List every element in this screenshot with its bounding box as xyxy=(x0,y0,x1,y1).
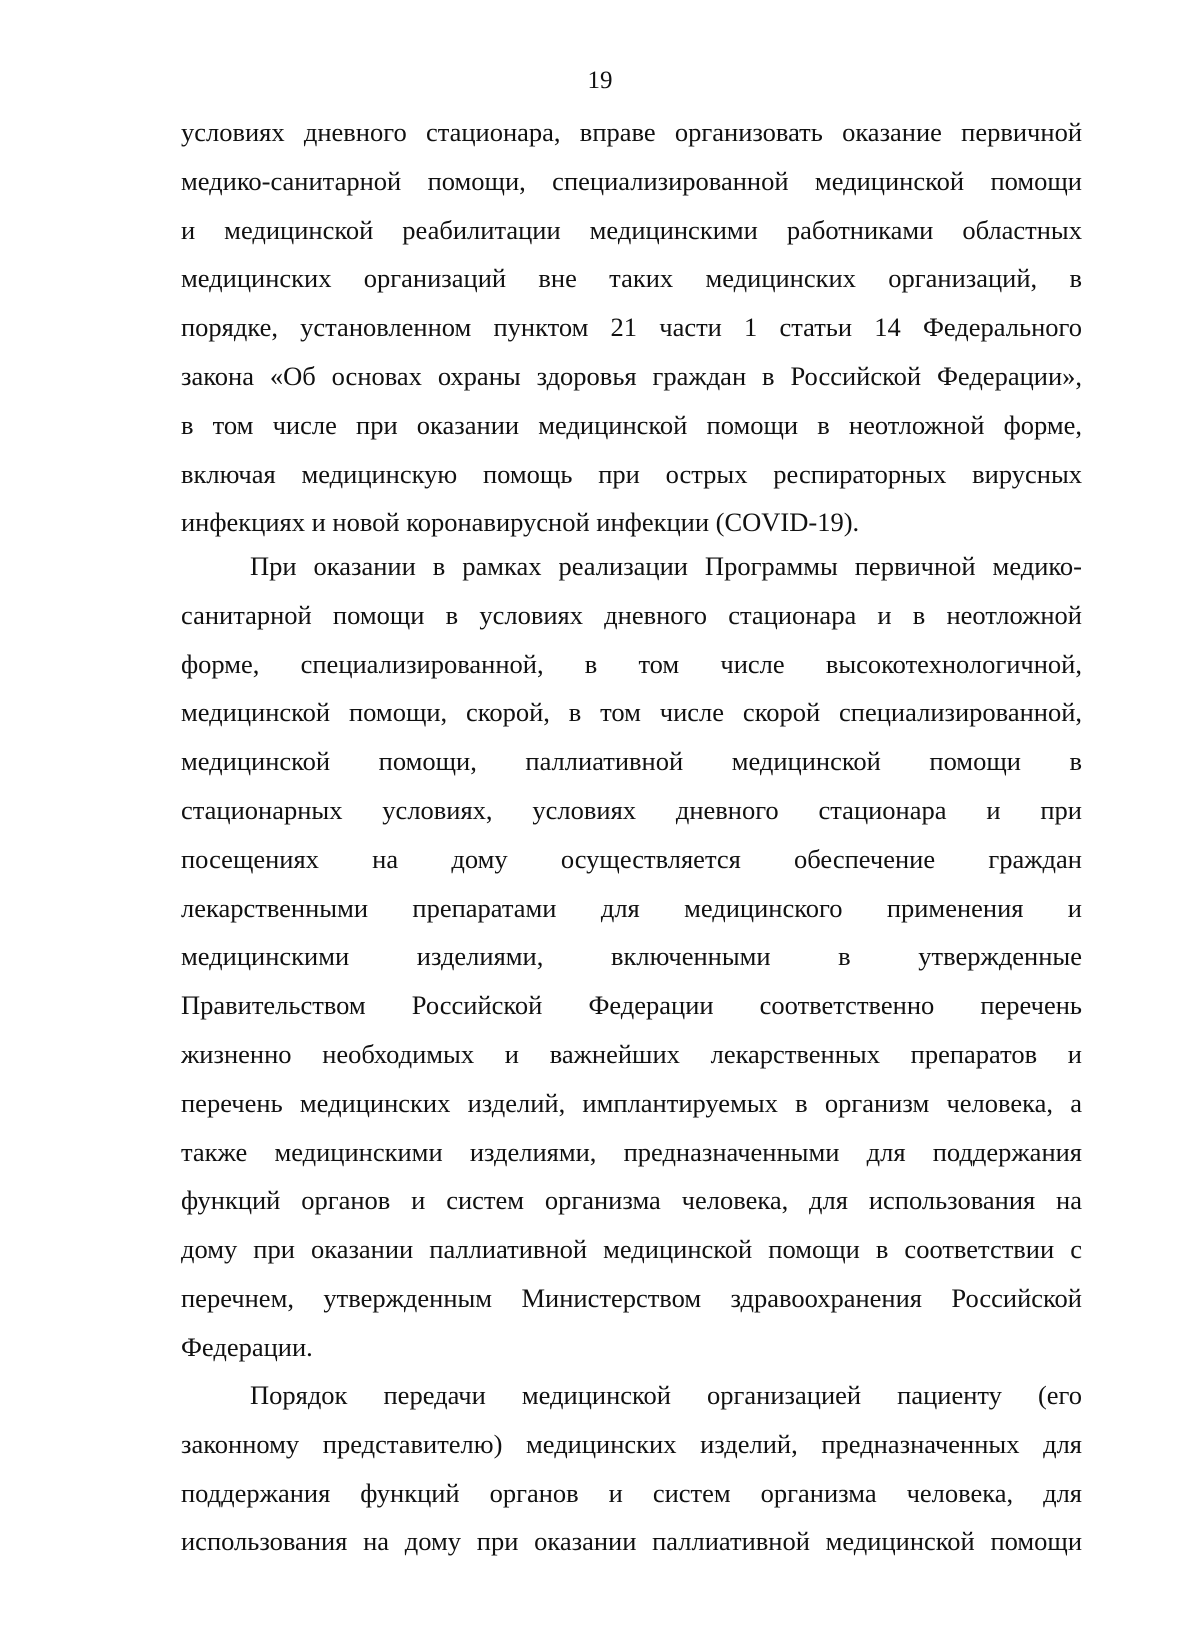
text-line: медицинскими изделиями, включенными в утвержденные xyxy=(181,941,1082,972)
text-line: медицинских организаций вне таких медицинских организаций, в xyxy=(181,263,1082,294)
text-line: форме, специализированной, в том числе высокотехнологичной, xyxy=(181,648,1082,679)
paragraph-1 xyxy=(181,108,1082,547)
text-line: включая медицинскую помощь при острых респираторных вирусных xyxy=(181,458,1082,489)
text-line: санитарной помощи в условиях дневного стационара и в неотложной xyxy=(181,599,1082,630)
text-line: жизненно необходимых и важнейших лекарственных препаратов и xyxy=(181,1038,1082,1069)
text-line: перечнем, утвержденным Министерством здравоохранения Российской xyxy=(181,1282,1082,1313)
text-line: также медицинскими изделиями, предназначенными для поддержания xyxy=(181,1136,1082,1167)
text-line: функций органов и систем организма человека, для использования на xyxy=(181,1185,1082,1216)
text-line: порядке, установленном пунктом 21 части 1 статьи 14 Федерального xyxy=(181,312,1082,343)
text-line: перечень медицинских изделий, имплантируемых в организм человека, а xyxy=(181,1087,1082,1118)
text-line: и медицинской реабилитации медицинскими работниками областных xyxy=(181,214,1082,245)
text-line: посещениях на дому осуществляется обеспечение граждан xyxy=(181,843,1082,874)
text-line: Правительством Российской Федерации соответственно перечень xyxy=(181,990,1082,1021)
text-line: Порядок передачи медицинской организацией пациенту (его xyxy=(250,1380,1082,1410)
text-line: дому при оказании паллиативной медицинской помощи в соответствии с xyxy=(181,1234,1082,1265)
text-line: стационарных условиях, условиях дневного стационара и при xyxy=(181,794,1082,825)
text-line: поддержания функций органов и систем организма человека, для xyxy=(181,1477,1082,1508)
text-line: инфекциях и новой коронавирусной инфекции (COVID-19). xyxy=(181,507,860,538)
text-line: медицинской помощи, скорой, в том числе скорой специализированной, xyxy=(181,697,1082,728)
text-line: законному представителю) медицинских изделий, предназначенных для xyxy=(181,1428,1082,1459)
text-line: медицинской помощи, паллиативной медицинской помощи в xyxy=(181,746,1082,777)
text-line: условиях дневного стационара, вправе организовать оказание первичной xyxy=(181,117,1082,147)
text-line: медико-санитарной помощи, специализированной медицинской помощи xyxy=(181,165,1082,196)
text-line: лекарственными препаратами для медицинского применения и xyxy=(181,892,1082,923)
text-line: При оказании в рамках реализации Программы первичной медико- xyxy=(250,551,1082,581)
paragraph-3 xyxy=(181,1371,1082,1566)
text-line: Федерации. xyxy=(181,1331,313,1362)
text-line: использования на дому при оказании паллиативной медицинской помощи xyxy=(181,1526,1082,1557)
page-number: 19 xyxy=(587,67,613,94)
paragraph-2 xyxy=(181,542,1082,1372)
text-line: закона «Об основах охраны здоровья граждан в Российской Федерации», xyxy=(181,360,1082,391)
text-line: в том числе при оказании медицинской помощи в неотложной форме, xyxy=(181,409,1082,440)
